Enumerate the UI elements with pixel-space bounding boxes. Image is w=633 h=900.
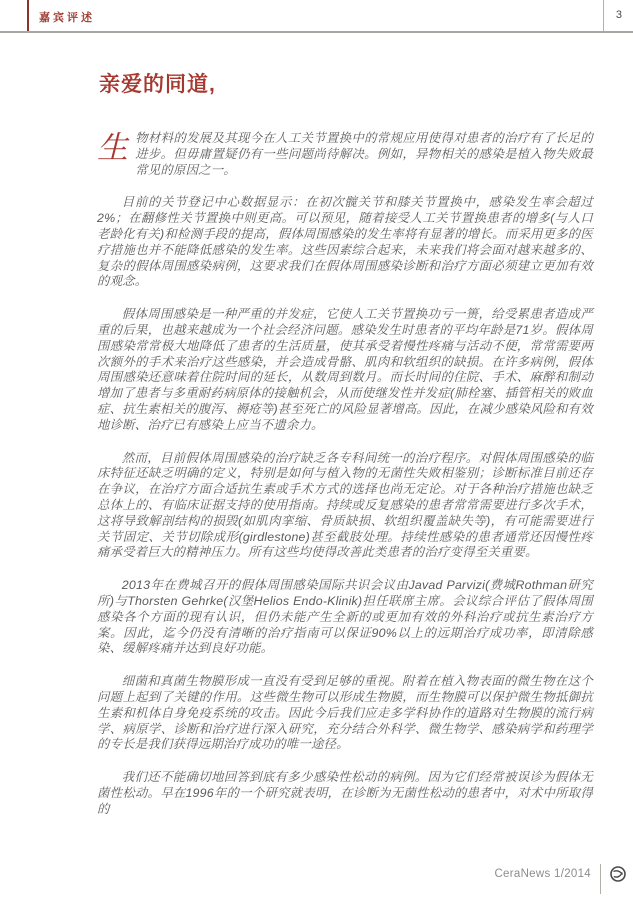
page-number: 3 xyxy=(615,9,622,21)
paragraph: 目前的关节登记中心数据显示：在初次髋关节和膝关节置换中，感染发生率会超过2%；在翻修性关节置换中则更高。可以预见，随着接受人工关节置换患者的增多(与人口老龄化有关)和检测手段的提高，假体周围感染的发生率将有显著的增长。而采用更多的医疗措施也并不能降低感染的发生率。这些因素综合起来，未来我们将会面对越来越多的、复杂的假体周围感染病例，这要求我们在假体周围感染诊断和治疗方面必须建立更加有效的观念。 xyxy=(97,195,593,289)
article-body xyxy=(97,131,593,817)
article-title: 亲爱的同道, xyxy=(99,73,216,96)
paragraph xyxy=(97,131,593,178)
issue-label: CeraNews 1/2014 xyxy=(494,868,591,880)
paragraph: 假体周围感染是一种严重的并发症，它使人工关节置换功亏一篑，给受累患者造成严重的后果，也越来越成为一个社会经济问题。感染发生时患者的平均年龄是71岁。假体周围感染常常极大地降低了患者的生活质量，使其承受着慢性疼痛与活动不便，常常需要两次额外的手术来治疗这些感染，并会造成骨骼、肌肉和软组织的缺损。在许多病例，假体周围感染还意味着住院时间的延长，从数周到数月。而长时间的住院、手术、麻醉和制动增加了患者与多重耐药病原体的接触机会，从而使继发性并发症(肺栓塞、插管相关的败血症、抗生素相关的腹泻、褥疮等)甚至死亡的风险显著增高。因此，在减少感染风险和有效地诊断、治疗已有感染上应当不遗余力。 xyxy=(97,307,593,432)
page-footer xyxy=(494,864,626,894)
header-accent-line xyxy=(27,0,29,31)
ceramtec-logo-icon xyxy=(610,866,626,882)
article-content xyxy=(97,31,593,834)
paragraph-text: 物材料的发展及其现今在人工关节置换中的常规应用使得对患者的治疗有了长足的进步。但毋庸置疑仍有一些问题尚待解决。例如，异物相关的感染是植入物失败最常见的原因之一。 xyxy=(135,131,593,177)
paragraph: 细菌和真菌生物膜形成一直没有受到足够的重视。附着在植入物表面的微生物在这个问题上起到了关键的作用。这些微生物可以形成生物膜，而生物膜可以保护微生物抵御抗生素和机体自身免疫系统的攻击。因此今后我们应走多学科协作的道路对生物膜的流行病学、病原学、诊断和治疗进行深入研究，充分结合外科学、微生物学、感染病学和药理学的专长是我们获得远期治疗成功的唯一途径。 xyxy=(97,674,593,752)
paragraph: 然而，目前假体周围感染的治疗缺乏各专科间统一的治疗程序。对假体周围感染的临床特征还缺乏明确的定义，特别是如何与植入物的无菌性失败相鉴别；诊断标准目前还存在争议，在治疗方面合适抗生素或手术方式的选择也尚无定论。对于各种治疗措施也缺乏总体上的、有临床证据支持的使用指南。持续或反复感染的患者常常需要进行多次手术，这将导致解剖结构的损毁(如肌肉挛缩、骨质缺损、软组织覆盖缺失等)，有可能需要进行关节固定、关节切除成形(girdlestone)甚至截肢处理。持续性感染的患者通常还因慢性疼痛承受着巨大的精神压力。所有这些均使得改善此类患者的治疗变得至关重要。 xyxy=(97,450,593,560)
dropcap-letter: 生 xyxy=(97,130,129,165)
header-divider-line xyxy=(603,0,604,31)
footer-divider-line xyxy=(600,864,601,894)
section-label: 嘉宾评述 xyxy=(39,12,95,24)
paragraph: 我们还不能确切地回答到底有多少感染性松动的病例。因为它们经常被误诊为假体无菌性松动。早在1996年的一个研究就表明，在诊断为无菌性松动的患者中，对术中所取得的 xyxy=(97,770,593,816)
paragraph: 2013年在费城召开的假体周围感染国际共识会议由Javad Parvizi(费城Rothman研究所)与Thorsten Gehrke(汉堡Helios Endo-Klinik)担任联席主席。会议综合评估了假体周围感染各个方面的现有认识，但仍未能产生全新的或更加有效的外科治疗或抗生素治疗方案。因此，迄今仍没有清晰的治疗指南可以保证90%以上的远期治疗成功率，即清除感染、缓解疼痛并达到良好功能。 xyxy=(97,578,593,656)
page-header xyxy=(0,0,633,33)
